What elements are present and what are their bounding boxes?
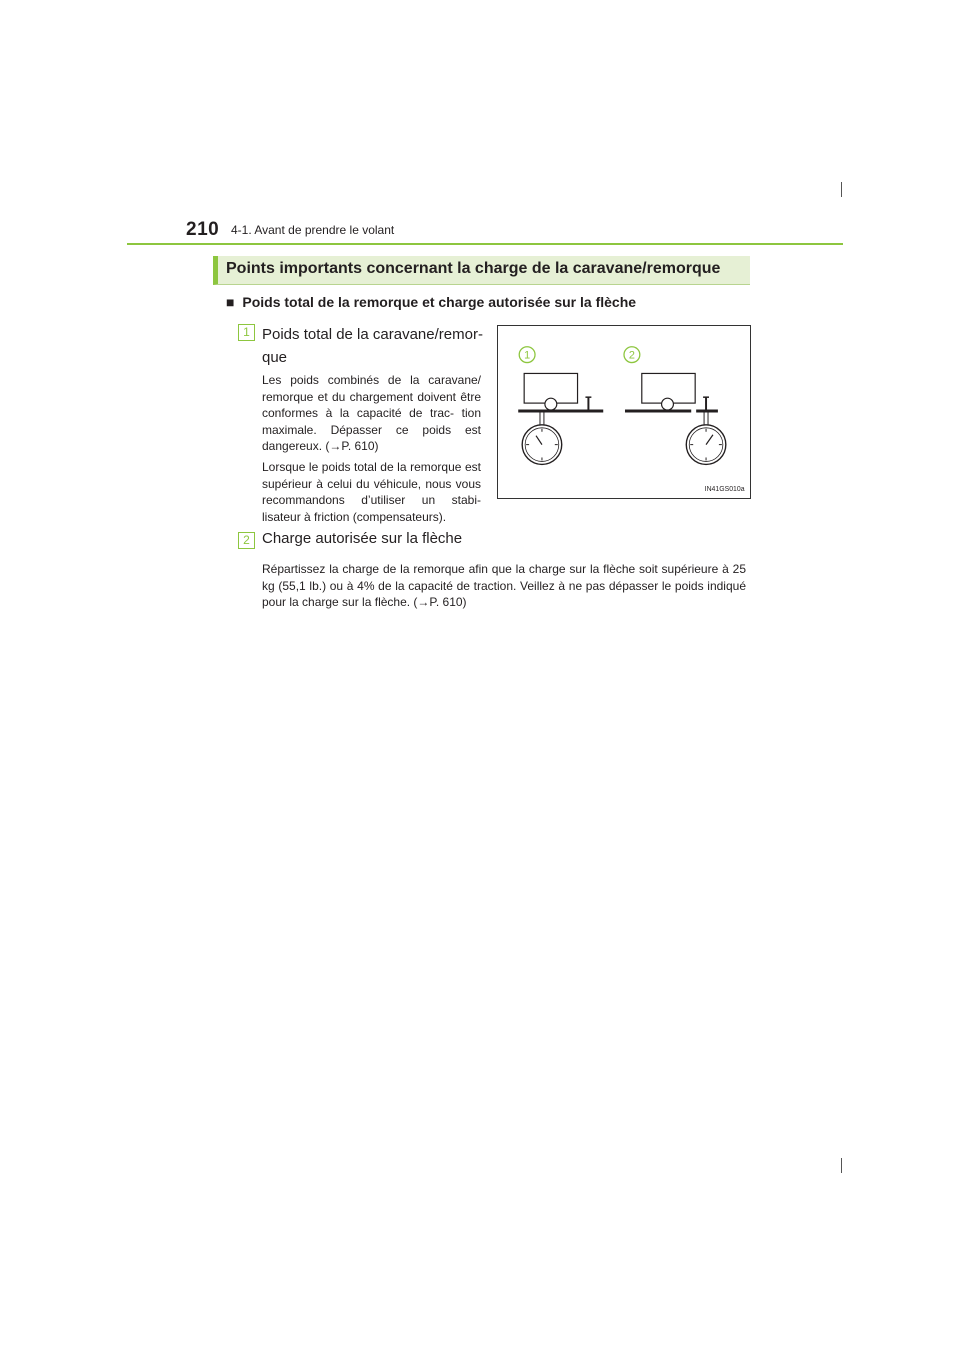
subsection-title: Poids total de la remorque et charge autorisée sur la flèche	[242, 294, 637, 310]
item-1-paragraph-2: Lorsque le poids total de la remorque est supérieur à celui du véhicule, nous vous recommandons d’utiliser un stabi- lisateur à friction (compensateurs).	[262, 460, 481, 524]
tongue-load-scene	[625, 373, 726, 464]
figure-label-1-text: 1	[524, 349, 531, 362]
item-2-title: Charge autorisée sur la flèche	[262, 530, 463, 547]
trailer-total-weight-scene	[518, 373, 603, 464]
figure-label-1	[519, 347, 535, 363]
crop-mark-top-right	[841, 182, 842, 197]
item-1-title	[262, 323, 492, 369]
figure-label-2	[624, 347, 640, 363]
subsection-heading	[226, 294, 636, 310]
item-1-title-line1: Poids total de la caravane/remor-	[262, 326, 483, 343]
item-1-paragraph-1: Les poids combinés de la caravane/ remorque et du chargement doivent être conformes à la capacité de trac- tion maximale. Dépasser ce poids est dangereux. (→P. 610)	[262, 373, 481, 453]
page-number: 210	[186, 219, 220, 240]
item-2-paragraph: Répartissez la charge de la remorque afin que la charge sur la flèche soit supérieure à 25 kg (55,1 lb.) ou à 4% de la capacité de traction. Veillez à ne pas dépasser le poids indiqué pour la charge sur la flèche. (→P. 610)	[262, 562, 746, 609]
crop-mark-bottom-right	[841, 1158, 842, 1173]
item-1-title-line2: que	[262, 349, 288, 366]
subsection-bullet: ■	[226, 294, 235, 310]
trailer-weight-illustration	[498, 326, 750, 498]
item-1-number-badge: 1	[238, 324, 255, 341]
trailer-weight-figure	[497, 325, 751, 499]
header-rule	[127, 243, 843, 245]
figure-label-2-text: 2	[628, 349, 635, 362]
figure-code: IN41GS010a	[704, 486, 745, 494]
item-2-number-badge: 2	[238, 532, 255, 549]
running-head: 4-1. Avant de prendre le volant	[231, 223, 395, 237]
section-title: Points importants concernant la charge de la caravane/remorque	[226, 260, 721, 277]
